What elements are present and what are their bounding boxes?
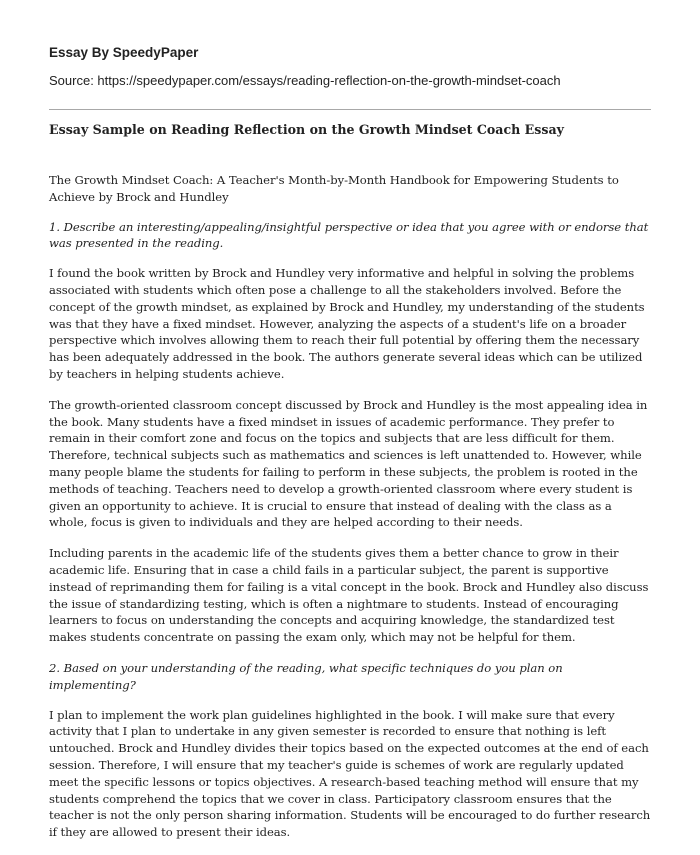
paragraph: Including parents in the academic life of the students gives them a better chance to grow in their academic life. Ensuring that in case a child fails in a particular subject, the parent is supportive instead of reprimanding them for failing is a vital concept in the book. Brock and Hundley also discuss the issue of standardizing testing, which is often a nightmare to students. Instead of encouraging learners to focus on understanding the concepts and acquiring knowledge, the standardized test makes students concentrate on passing the exam only, which may not be helpful for them. [49, 546, 649, 645]
header-divider [49, 109, 651, 110]
paragraph: The growth-oriented classroom concept discussed by Brock and Hundley is the most appealing idea in the book. Many students have a fixed mindset in issues of academic performance. They prefer to remain in their comfort zone and focus on the topics and subjects that are less difficult for them. Therefore, technical subjects such as mathematics and sciences is left unattended to. However, while many people blame the students for failing to perform in these subjects, the problem is rooted in the methods of teaching. Teachers need to develop a growth-oriented classroom where every student is given an opportunity to achieve. It is crucial to ensure that instead of dealing with the class as a whole, focus is given to individuals and they are helped according to their needs. [49, 397, 648, 530]
essay-title: Essay Sample on Reading Reflection on the Growth Mindset Coach Essay [49, 122, 564, 137]
paragraph: I plan to implement the work plan guidelines highlighted in the book. I will make sure that every activity that I plan to undertake in any given semester is recorded to ensure that nothing is left untouched. Brock and Hundley divides their topics based on the expected outcomes at the end of each session. Therefore, I will ensure that my teacher's guide is schemes of work are regularly updated meet the specific lessons or topics objectives. A research-based teaching method will ensure that my students comprehend the topics that we cover in class. Participatory classroom ensures that the teacher is not the only person sharing information. Students will be encouraged to do further research if they are allowed to present their ideas. [49, 707, 651, 840]
essay-body [49, 172, 651, 855]
book-subtitle: The Growth Mindset Coach: A Teacher's Month-by-Month Handbook for Empowering Students to Achieve by Brock and Hundley [49, 173, 619, 204]
question-2: 2. Based on your understanding of the reading, what specific techniques do you plan on implementing? [49, 660, 563, 692]
paragraph: I found the book written by Brock and Hundley very informative and helpful in solving the problems associated with students which often pose a challenge to all the stakeholders involved. Before the concept of the growth mindset, as explained by Brock and Hundley, my understanding of the students was that they have a fixed mindset. However, analyzing the aspects of a student's life on a broader perspective which involves allowing them to reach their full potential by offering them the necessary has been adequately addressed in the book. The authors generate several ideas which can be utilized by teachers in helping students achieve. [49, 266, 645, 381]
source-line: Source: https://speedypaper.com/essays/reading-reflection-on-the-growth-mindset-coach [49, 73, 561, 88]
site-header-title: Essay By SpeedyPaper [49, 45, 199, 60]
question-1: 1. Describe an interesting/appealing/insightful perspective or idea that you agree with or endorse that was presented in the reading. [49, 219, 649, 251]
